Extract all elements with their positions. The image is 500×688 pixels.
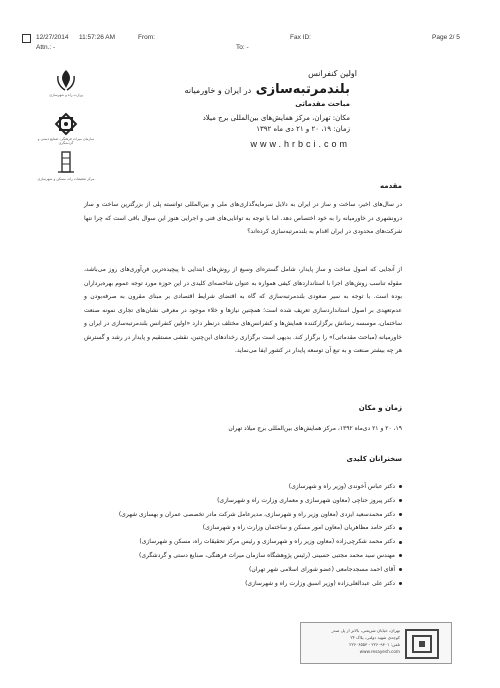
intro-paragraph-1	[84, 198, 402, 239]
time-place-heading: زمان و مکان	[358, 404, 402, 412]
organizer-logo-icon	[404, 628, 440, 660]
bullet-icon	[399, 513, 402, 516]
emblem-icon	[55, 68, 77, 92]
bullet-icon	[399, 499, 402, 502]
research-caption: مرکز تحقیقات راه، مسکن و شهرسازی	[37, 177, 95, 181]
conference-venue: مکان: تهران، مرکز همایش‌های بین‌المللی برج میلاد	[202, 114, 350, 122]
heritage-knot-icon	[54, 112, 78, 136]
list-item	[82, 508, 402, 522]
speaker-name: دکتر عباس آخوندی (وزیر راه و شهرسازی)	[288, 483, 395, 490]
fax-attn-label: Attn.: -	[36, 44, 56, 51]
fax-page: Page 2/ 5	[432, 34, 460, 41]
fax-date: 12/27/2014	[36, 34, 69, 41]
intro-heading: مقدمه	[380, 182, 402, 190]
speaker-name: دکتر علی عبدالعلی‌زاده (وزیر اسبق وزارت راه و شهرسازی)	[245, 579, 395, 587]
bullet-icon	[399, 582, 402, 585]
list-item	[82, 549, 402, 563]
stamp-line: کوچه‌ی شهید دولتی، پلاک ۲۴	[350, 635, 400, 640]
heritage-org-logo	[36, 112, 96, 145]
speaker-name: دکتر محمدسعید ایزدی (معاون وزیر راه و شهرسازی، مدیرعامل شرکت مادر تخصصی عمران و بهسازی شهری)	[118, 510, 395, 518]
fax-id-label: Fax ID:	[290, 34, 311, 41]
fax-time: 11:57:26 AM	[79, 34, 116, 41]
bullet-icon	[399, 541, 402, 544]
stamp-line: تلفن: ۲۲۶۰۹۳۰۱ - ۲۲۶۰۶۵۵۳	[349, 642, 400, 647]
conference-subtitle: مباحث مقدماتی	[295, 100, 350, 108]
speaker-name: آقای احمد مسجدجامعی (عضو شورای اسلامی شهر تهران)	[248, 565, 395, 573]
conference-title	[185, 82, 350, 97]
fax-from-label: From:	[138, 34, 155, 41]
speaker-name: دکتر حامد مظاهریان (معاون امور مسکن و ساختمان وزارت راه و شهرسازی)	[202, 524, 395, 532]
list-item	[82, 480, 402, 494]
stamp-line: تهران، خیابان شریعتی، بالاتر از پل صدر	[331, 628, 400, 633]
speaker-name: مهندس سید محمد مجتبی حسینی (رئیس پژوهشگاه سازمان میراث فرهنگی، صنایع دستی و گردشگری)	[139, 551, 395, 559]
conference-date: زمان: ۱۹، ۲۰ و ۲۱ دی ماه ۱۳۹۲	[256, 125, 350, 133]
fax-mark	[22, 34, 31, 43]
time-place-text: ۱۹، ۲۰ و ۲۱ دی‌ماه ۱۳۹۲، مرکز همایش‌های بین‌المللی برج میلاد تهران	[228, 425, 402, 432]
conference-website: www.hrbci.com	[250, 139, 350, 149]
research-center-logo	[36, 150, 96, 181]
speakers-heading: سخنرانان کلیدی	[346, 455, 402, 463]
conference-name: بلندمرتبه‌سازی	[255, 82, 350, 97]
bullet-icon	[399, 554, 402, 557]
conference-name-suffix: در ایران و خاورمیانه	[184, 86, 252, 95]
list-item	[82, 535, 402, 549]
bullet-icon	[399, 485, 402, 488]
intro-para2-text: از آنجایی که اصول ساخت و ساز پایدار، شامل گستره‌ای وسیع از روش‌های ابتدایی تا پیچیده‌ترین فن‌آوری‌های روز می‌باشد، مقوله تناسب روش‌های اجرا با استانداردهای کیفی همواره به عنوان شاخصه‌ای کلیدی در این حوزه مورد توجه عموم بهره‌برداران بوده است. با توجه به سیر صعودی بلندمرتبه‌سازی که گاه به اقتضای شرایط اقتصادی بر مبنای مقرون به صرفه‌بودن و عدم‌تعهدی بر اصول استانداردسازی تعریف شده است؛ همچنین نیازها و خلاء موجود در معرفی نشان‌های تجاری نمونه صنعت ساختمان، موسسه رسانش برگزارکننده همایش‌ها و کنفرانس‌های مختلف درنظر دارد «اولین کنفرانس بلندمرتبه‌سازی در ایران و خاورمیانه (مباحث مقدماتی)» را برگزار کند. بدیهی است برگزاری رخدادهای این‌چنین، نقشی مستقیم و پایدار در رشد و گسترش هر چه بیشتر صنعت و به تبع آن توسعه پایدار در کشور ایفا می‌نماید.	[84, 266, 402, 354]
research-building-icon	[56, 150, 76, 176]
list-item	[82, 577, 402, 591]
bullet-icon	[399, 527, 402, 530]
list-item	[82, 563, 402, 577]
intro-para1-text: در سال‌های اخیر، ساخت و ساز در ایران به دلایل سرمایه‌گذاری‌های ملی و بین‌المللی توانسته پلی از بزرگترین ساخت و ساز درونشهری در خاورمیانه را به خود اختصاص دهد. اما با توجه به توانایی‌های فنی و اجرایی هنوز این سوال باقی است که چرا تنها شرکت‌های محدودی در ایران اقدام به بلندمرتبه‌سازی کرده‌اند؟	[84, 201, 402, 235]
fax-to-label: To: -	[236, 44, 249, 51]
emblem-caption: وزارت راه و شهرسازی	[49, 93, 83, 97]
bullet-icon	[399, 568, 402, 571]
list-item	[82, 494, 402, 508]
footer-stamp-text	[306, 627, 400, 655]
intro-paragraph-2	[84, 263, 402, 358]
speaker-name: دکتر پیروز حناچی (معاون شهرسازی و معماری وزارت راه و شهرسازی)	[217, 496, 395, 504]
government-emblem-logo	[36, 68, 96, 97]
conference-first-line: اولین کنفرانس	[308, 69, 357, 78]
stamp-line: www.resayesh.com	[359, 649, 400, 654]
heritage-caption: سازمان میراث فرهنگی، صنایع دستی و گردشگری	[37, 137, 95, 145]
list-item	[82, 521, 402, 535]
speakers-list	[82, 480, 402, 590]
speaker-name: دکتر محمد شکرچی‌زاده (معاون وزیر راه و شهرسازی و رئیس مرکز تحقیقات راه، مسکن و شهرسازی)	[139, 538, 395, 546]
